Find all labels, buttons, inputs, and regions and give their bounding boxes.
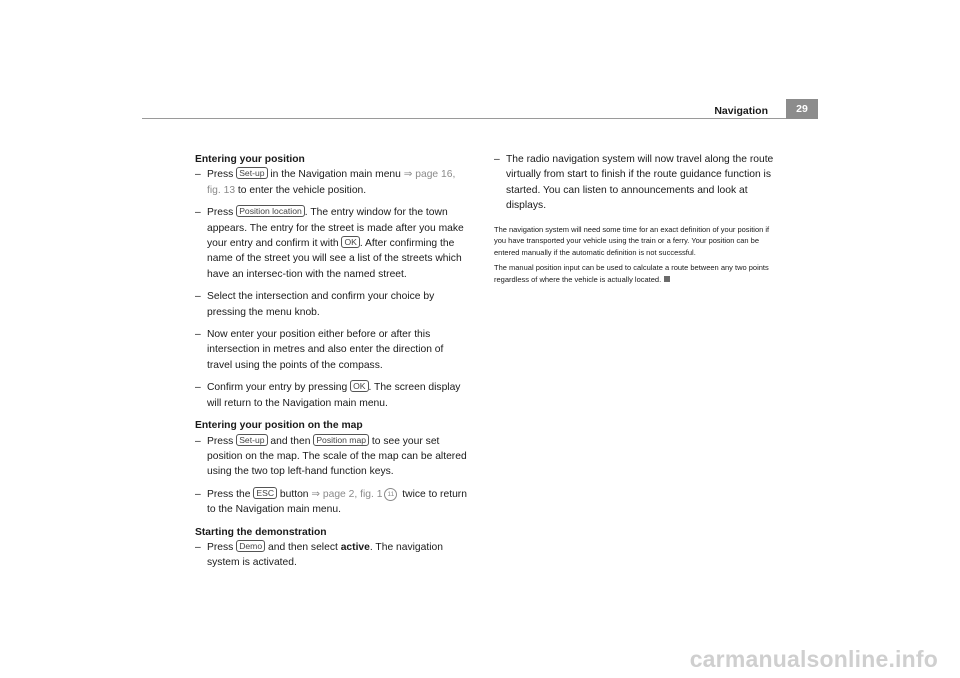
step-text: button — [277, 488, 312, 500]
note-position-definition: The navigation system will need some time for an exact definition of your position if you have transported your vehicle using the train or a ferry. Your position can be entered manually if the automatic definition is not successful. — [494, 224, 770, 258]
section-title: Navigation — [714, 105, 768, 117]
heading-demonstration: Starting the demonstration — [195, 526, 327, 538]
step-text: . After confirming the name of the street you will see a list of the streets which have an intersec-tion with the named street. — [207, 238, 462, 280]
left-column — [195, 152, 471, 578]
step-text: Press — [207, 541, 237, 553]
page-reference[interactable]: ⇒ page 2, fig. 1 — [311, 488, 383, 500]
step-text: Confirm your entry by pressing — [207, 382, 351, 394]
step-route-simulation: – The radio navigation system will now travel along the route virtually from start to finish if the route guidance function is started. You can listen to announcements and look at displays. — [494, 152, 776, 214]
right-column — [494, 152, 776, 286]
esc-key: ESC — [253, 487, 277, 499]
step-text: to see your set position on the map. The scale of the map can be altered using the two top left-hand function keys. — [207, 435, 467, 478]
step-text: Press the — [207, 488, 254, 500]
ok-key: OK — [350, 380, 368, 392]
step-select-intersection: – Select the intersection and confirm your choice by pressing the menu knob. — [195, 289, 471, 320]
step-press-esc — [195, 487, 471, 518]
step-text: to enter the vehicle position. — [235, 184, 367, 196]
step-text: Press — [207, 207, 237, 219]
note-manual-input — [494, 262, 776, 286]
step-text: in the Navigation main menu — [267, 169, 404, 181]
setup-key: Set-up — [236, 167, 267, 179]
active-option: active — [340, 541, 370, 553]
position-location-key: Position location — [236, 205, 305, 217]
heading-entering-position: Entering your position — [195, 154, 305, 165]
header-rule — [142, 118, 818, 119]
page-reference[interactable]: ⇒ page 16, fig. 13 — [207, 169, 456, 196]
callout-number: 11 — [384, 488, 397, 501]
ok-key: OK — [341, 236, 359, 248]
demo-key: Demo — [236, 540, 265, 552]
step-text: and then select — [265, 541, 341, 553]
step-confirm-entry — [195, 380, 471, 411]
step-text: . The screen display will return to the Navigation main menu. — [207, 382, 461, 409]
heading-position-on-map: Entering your position on the map — [195, 420, 363, 432]
page-number: 29 — [786, 99, 818, 119]
watermark: carmanualsonline.info — [689, 646, 938, 672]
end-of-section-icon — [664, 276, 670, 282]
step-position-map — [195, 434, 471, 480]
note-text: The manual position input can be used to calculate a route between any two points regardless of where the vehicle is actually located. — [494, 263, 769, 284]
position-map-key: Position map — [313, 434, 369, 446]
step-text: Press — [207, 169, 237, 181]
setup-key: Set-up — [236, 434, 267, 446]
step-text: and then — [267, 435, 314, 447]
step-text: . The navigation system is activated. — [207, 541, 443, 569]
step-demo — [195, 540, 471, 571]
step-text: . The entry window for the town appears. The entry for the street is made after you make your entry and confirm it with — [207, 207, 464, 250]
step-press-setup — [195, 167, 471, 198]
step-position-location — [195, 205, 471, 282]
step-text: Press — [207, 435, 237, 447]
step-enter-position: – Now enter your position either before or after this intersection in metres and also enter the direction of travel using the points of the compass. — [195, 327, 471, 373]
step-text: twice to return to the Navigation main menu. — [207, 488, 467, 516]
